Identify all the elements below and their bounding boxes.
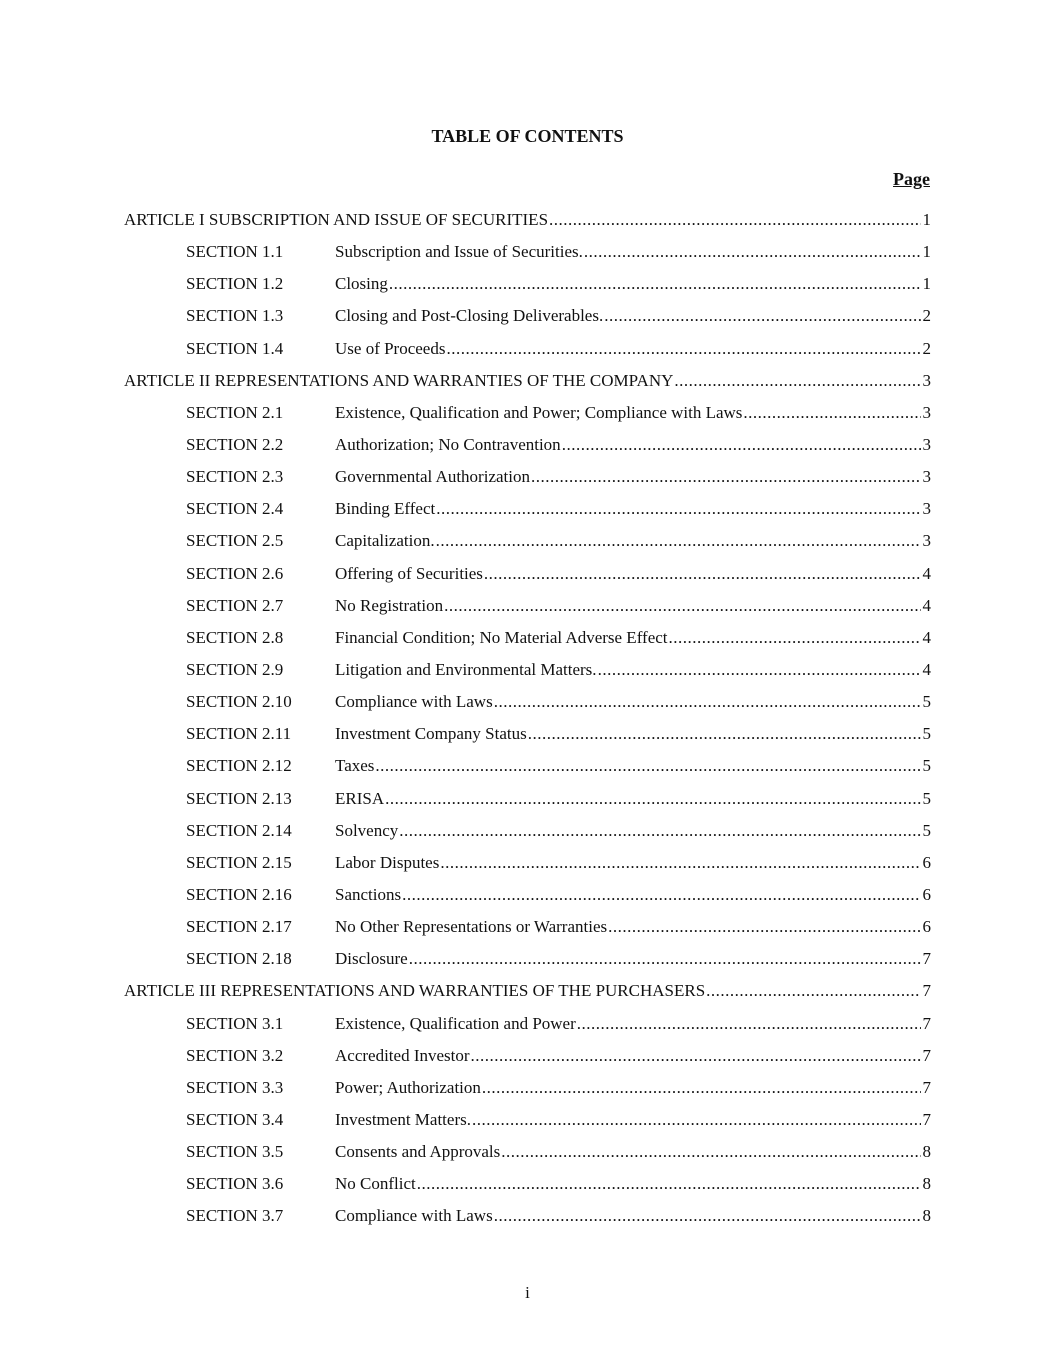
section-number: SECTION 3.3 (186, 1077, 284, 1097)
section-number: SECTION 2.16 (186, 884, 292, 904)
toc-article-entry[interactable] (124, 204, 931, 236)
dot-leader (743, 397, 920, 429)
section-title: Compliance with Laws (335, 692, 493, 712)
section-number: SECTION 2.12 (186, 756, 292, 776)
dot-leader (446, 333, 920, 365)
article-title: ARTICLE I SUBSCRIPTION AND ISSUE OF SECURITIES (124, 210, 549, 229)
section-title: Offering of Securities (335, 563, 483, 583)
section-number: SECTION 3.2 (186, 1045, 284, 1065)
dot-leader (389, 268, 921, 300)
toc-section-entry[interactable] (124, 268, 931, 300)
page-number: 3 (922, 370, 931, 390)
page-number: 4 (922, 627, 931, 647)
section-number: SECTION 1.2 (186, 274, 284, 294)
dot-leader (604, 300, 920, 332)
page-number: 7 (922, 949, 931, 969)
page-number: 8 (922, 1174, 931, 1194)
section-number: SECTION 1.3 (186, 306, 284, 326)
page-number: 7 (922, 1077, 931, 1097)
section-number: SECTION 2.5 (186, 531, 284, 551)
dot-leader (562, 429, 921, 461)
page-number: 2 (922, 338, 931, 358)
toc-section-entry[interactable] (124, 718, 931, 750)
section-title: Investment Matters. (335, 1109, 471, 1129)
dot-leader (417, 1168, 921, 1200)
toc-section-entry[interactable] (124, 1040, 931, 1072)
toc-section-entry[interactable] (124, 1200, 931, 1232)
dot-leader (436, 493, 920, 525)
section-number: SECTION 2.13 (186, 788, 292, 808)
page-number: 3 (922, 531, 931, 551)
page-number: 5 (922, 788, 931, 808)
section-title: No Registration (335, 595, 444, 615)
page-number: 3 (922, 434, 931, 454)
toc-section-entry[interactable] (124, 397, 931, 429)
dot-leader (385, 783, 920, 815)
toc-section-entry[interactable] (124, 1008, 931, 1040)
page-number: 4 (922, 595, 931, 615)
section-title: Sanctions (335, 884, 402, 904)
section-title: Accredited Investor (335, 1045, 470, 1065)
page-number: 7 (922, 981, 931, 1001)
toc-section-entry[interactable] (124, 236, 931, 268)
dot-leader (598, 654, 921, 686)
toc-section-entry[interactable] (124, 1136, 931, 1168)
section-number: SECTION 2.1 (186, 402, 284, 422)
toc-section-entry[interactable] (124, 1072, 931, 1104)
dot-leader (471, 1040, 921, 1072)
page-number: 7 (922, 1013, 931, 1033)
page-number: 7 (922, 1109, 931, 1129)
toc-article-entry[interactable] (124, 975, 931, 1007)
section-title: Existence, Qualification and Power (335, 1013, 576, 1033)
section-number: SECTION 1.4 (186, 338, 284, 358)
section-title: Existence, Qualification and Power; Compliance with Laws (335, 402, 743, 422)
page-number: 8 (922, 1206, 931, 1226)
page-number: 5 (922, 756, 931, 776)
toc-section-entry[interactable] (124, 590, 931, 622)
dot-leader (494, 1200, 921, 1232)
section-number: SECTION 2.11 (186, 724, 292, 744)
toc-section-entry[interactable] (124, 783, 931, 815)
section-title: Solvency (335, 820, 399, 840)
section-number: SECTION 3.1 (186, 1013, 284, 1033)
section-title: Investment Company Status (335, 724, 527, 744)
section-number: SECTION 2.10 (186, 692, 292, 712)
toc-list (124, 204, 931, 1233)
dot-leader (375, 750, 920, 782)
page-number: 5 (922, 724, 931, 744)
article-title: ARTICLE II REPRESENTATIONS AND WARRANTIES OF THE COMPANY (124, 370, 674, 390)
page-number: 6 (922, 917, 931, 937)
page-number: 5 (922, 692, 931, 712)
section-number: SECTION 2.4 (186, 499, 284, 519)
dot-leader (501, 1136, 920, 1168)
section-number: SECTION 2.17 (186, 917, 292, 937)
section-title: Use of Proceeds (335, 338, 446, 358)
page-number: 1 (922, 210, 931, 229)
section-title: No Other Representations or Warranties (335, 917, 608, 937)
section-title: Disclosure (335, 949, 408, 969)
section-title: Closing (335, 274, 388, 294)
article-title: ARTICLE III REPRESENTATIONS AND WARRANTIES OF THE PURCHASERS (124, 981, 706, 1001)
footer-page-number: i (525, 1283, 530, 1302)
section-number: SECTION 2.14 (186, 820, 292, 840)
section-title: Consents and Approvals (335, 1142, 501, 1162)
section-number: SECTION 3.5 (186, 1142, 284, 1162)
toc-section-entry[interactable] (124, 333, 931, 365)
dot-leader (402, 879, 920, 911)
section-title: Labor Disputes (335, 852, 440, 872)
page-number: 3 (922, 499, 931, 519)
toc-section-entry[interactable] (124, 558, 931, 590)
toc-section-entry[interactable] (124, 686, 931, 718)
section-number: SECTION 2.6 (186, 563, 284, 583)
section-number: SECTION 1.1 (186, 242, 284, 262)
page-number: 8 (922, 1142, 931, 1162)
section-title: No Conflict (335, 1174, 416, 1194)
dot-leader (706, 975, 920, 1007)
section-title: Subscription and Issue of Securities. (335, 242, 583, 262)
section-number: SECTION 2.7 (186, 595, 284, 615)
page-number: 4 (922, 563, 931, 583)
section-title: ERISA (335, 788, 385, 808)
page-number: 5 (922, 820, 931, 840)
page-number: 7 (922, 1045, 931, 1065)
section-title: Litigation and Environmental Matters. (335, 659, 597, 679)
page-number: 6 (922, 884, 931, 904)
section-number: SECTION 2.15 (186, 852, 292, 872)
dot-leader (472, 1104, 921, 1136)
section-number: SECTION 3.6 (186, 1174, 284, 1194)
section-number: SECTION 3.7 (186, 1206, 284, 1226)
toc-section-entry[interactable] (124, 622, 931, 654)
toc-section-entry[interactable] (124, 654, 931, 686)
toc-section-entry[interactable] (124, 300, 931, 332)
toc-title: TABLE OF CONTENTS (431, 126, 624, 146)
dot-leader (531, 461, 921, 493)
dot-leader (409, 943, 921, 975)
section-title: Financial Condition; No Material Adverse Effect (335, 627, 668, 647)
toc-article-entry[interactable] (124, 365, 931, 397)
section-title: Governmental Authorization (335, 467, 530, 487)
dot-leader (577, 1008, 921, 1040)
toc-section-entry[interactable] (124, 493, 931, 525)
dot-leader (484, 558, 921, 590)
toc-section-entry[interactable] (124, 461, 931, 493)
section-title: Capitalization. (335, 531, 435, 551)
dot-leader (436, 525, 921, 557)
toc-section-entry[interactable] (124, 911, 931, 943)
toc-section-entry[interactable] (124, 525, 931, 557)
toc-section-entry[interactable] (124, 847, 931, 879)
dot-leader (528, 718, 921, 750)
dot-leader (444, 590, 920, 622)
page-number: 3 (922, 402, 931, 422)
page-number: 3 (922, 467, 931, 487)
dot-leader (584, 236, 921, 268)
dot-leader (482, 1072, 921, 1104)
dot-leader (494, 686, 921, 718)
section-number: SECTION 2.2 (186, 434, 284, 454)
section-number: SECTION 2.3 (186, 467, 284, 487)
section-title: Closing and Post-Closing Deliverables. (335, 306, 604, 326)
dot-leader (440, 847, 920, 879)
page-number: 6 (922, 852, 931, 872)
toc-section-entry[interactable] (124, 1104, 931, 1136)
page-column-header: Page (893, 169, 930, 189)
toc-section-entry[interactable] (124, 943, 931, 975)
section-number: SECTION 2.18 (186, 949, 292, 969)
section-title: Compliance with Laws (335, 1206, 493, 1226)
section-number: SECTION 2.8 (186, 627, 284, 647)
dot-leader (608, 911, 920, 943)
dot-leader (399, 815, 920, 847)
dot-leader (674, 365, 920, 397)
toc-section-entry[interactable] (124, 815, 931, 847)
page-number: 1 (922, 242, 931, 262)
dot-leader (549, 204, 920, 236)
toc-section-entry[interactable] (124, 750, 931, 782)
page-number: 1 (922, 274, 931, 294)
section-number: SECTION 2.9 (186, 659, 284, 679)
toc-section-entry[interactable] (124, 1168, 931, 1200)
section-number: SECTION 3.4 (186, 1109, 284, 1129)
section-title: Authorization; No Contravention (335, 434, 561, 454)
toc-section-entry[interactable] (124, 429, 931, 461)
dot-leader (669, 622, 921, 654)
page-number: 2 (922, 306, 931, 326)
section-title: Binding Effect (335, 499, 436, 519)
section-title: Taxes (335, 756, 375, 776)
page-number: 4 (922, 659, 931, 679)
toc-section-entry[interactable] (124, 879, 931, 911)
section-title: Power; Authorization (335, 1077, 481, 1097)
